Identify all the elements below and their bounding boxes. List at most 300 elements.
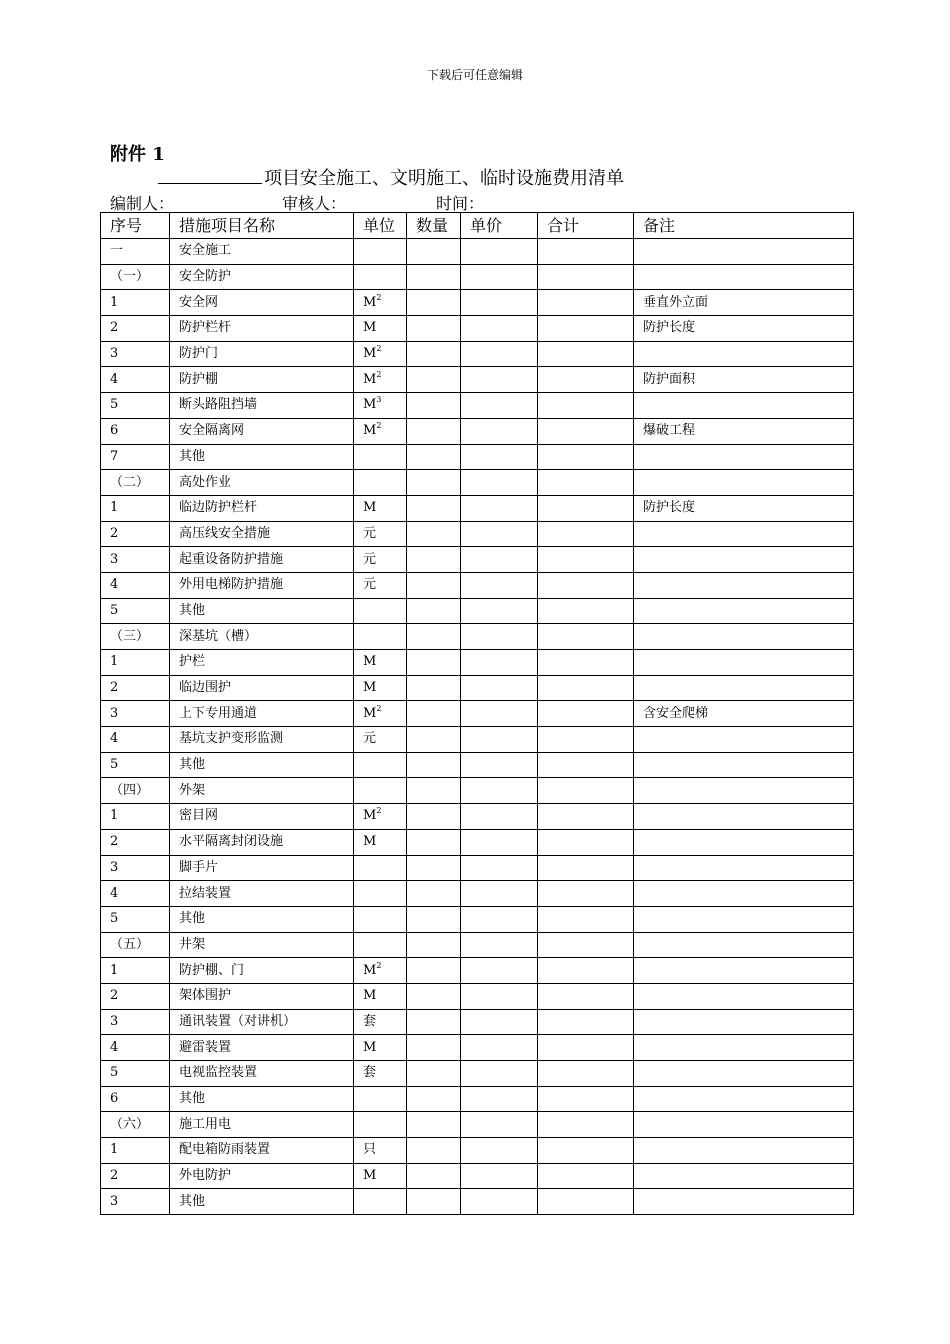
unit-text: 只 [363,1142,377,1158]
cell-name: 基坑支护变形监测 [170,727,354,753]
project-name-blank [158,165,262,184]
cell-total [538,367,634,393]
cell-quantity [407,598,461,624]
cell-remark [634,1009,854,1035]
cell-total [538,1138,634,1164]
cell-total [538,264,634,290]
compiler-label: 编制人： [110,194,175,213]
table-row [101,701,854,727]
cell-no: （五） [101,932,170,958]
cell-no: 3 [101,1189,170,1215]
cell-unit [354,1035,407,1061]
cell-unit [354,470,407,496]
cell-total [538,495,634,521]
cell-total [538,675,634,701]
cell-quantity [407,572,461,598]
cell-price [461,572,538,598]
cell-total [538,804,634,830]
cell-quantity [407,470,461,496]
cell-name: 外电防护 [170,1163,354,1189]
unit-text: M [363,371,377,387]
cell-unit [354,932,407,958]
cell-remark [634,393,854,419]
table-row [101,521,854,547]
cell-price [461,1035,538,1061]
document-title [158,164,624,190]
cell-quantity [407,1189,461,1215]
cell-total [538,906,634,932]
cell-unit [354,1138,407,1164]
cell-unit [354,1061,407,1087]
cell-total [538,1112,634,1138]
cell-unit [354,495,407,521]
cell-price [461,983,538,1009]
cell-unit [354,316,407,342]
cell-name: 施工用电 [170,1112,354,1138]
cell-quantity [407,983,461,1009]
cell-quantity [407,1138,461,1164]
cell-quantity [407,624,461,650]
cell-no: 1 [101,958,170,984]
cell-quantity [407,1061,461,1087]
cell-name: 其他 [170,906,354,932]
cell-quantity [407,521,461,547]
cell-name: 脚手片 [170,855,354,881]
table-row [101,547,854,573]
unit-text: M [363,346,377,362]
table-row [101,906,854,932]
table-row [101,367,854,393]
table-row [101,855,854,881]
cell-total [538,752,634,778]
table-row [101,1189,854,1215]
cell-price [461,650,538,676]
table-row [101,1163,854,1189]
cell-no: （三） [101,624,170,650]
cell-remark [634,855,854,881]
cell-remark: 防护面积 [634,367,854,393]
cell-price [461,547,538,573]
header-no: 序号 [101,213,170,239]
table-row [101,572,854,598]
cell-no: 4 [101,881,170,907]
unit-exponent: 2 [376,344,382,354]
cell-name: 防护棚、门 [170,958,354,984]
cell-unit [354,906,407,932]
cell-unit [354,1112,407,1138]
cell-remark: 爆破工程 [634,418,854,444]
time-label: 时间： [436,194,485,213]
cell-price [461,906,538,932]
cell-quantity [407,1163,461,1189]
header-note: 下载后可任意编辑 [426,68,523,82]
cell-unit [354,1009,407,1035]
cell-unit [354,983,407,1009]
table-row [101,881,854,907]
cell-quantity [407,316,461,342]
cell-unit [354,958,407,984]
cell-quantity [407,1112,461,1138]
cell-remark [634,572,854,598]
cell-price [461,778,538,804]
cell-remark [634,881,854,907]
cell-no: 7 [101,444,170,470]
cell-remark [634,778,854,804]
unit-text: M [363,320,377,336]
cell-price [461,675,538,701]
cell-total [538,418,634,444]
cell-unit [354,675,407,701]
table-row [101,418,854,444]
cell-no: 5 [101,1061,170,1087]
table-row [101,958,854,984]
cell-total [538,1163,634,1189]
cell-name: 架体围护 [170,983,354,1009]
cell-no: 一 [101,239,170,265]
cell-total [538,778,634,804]
cell-price [461,598,538,624]
cell-unit [354,881,407,907]
cell-remark: 防护长度 [634,495,854,521]
unit-text: 元 [363,731,377,747]
cell-remark [634,1189,854,1215]
cell-unit [354,701,407,727]
table-row [101,932,854,958]
cell-price [461,701,538,727]
cell-no: 1 [101,804,170,830]
cell-name: 其他 [170,1086,354,1112]
cell-total [538,239,634,265]
table-row [101,495,854,521]
cell-quantity [407,881,461,907]
table-row [101,598,854,624]
cell-remark [634,598,854,624]
cell-unit [354,418,407,444]
cell-remark [634,239,854,265]
cell-name: 避雷装置 [170,1035,354,1061]
cell-quantity [407,778,461,804]
cell-no: 2 [101,1163,170,1189]
cell-no: 2 [101,316,170,342]
cell-name: 高压线安全措施 [170,521,354,547]
document-meta [110,191,850,211]
header-name: 措施项目名称 [170,213,354,239]
cell-quantity [407,906,461,932]
cell-remark [634,804,854,830]
cell-name: 通讯装置（对讲机） [170,1009,354,1035]
header-total: 合计 [538,213,634,239]
cell-price [461,316,538,342]
cell-remark [634,983,854,1009]
cell-total [538,624,634,650]
table-row [101,983,854,1009]
cell-remark: 垂直外立面 [634,290,854,316]
cell-quantity [407,804,461,830]
cell-no: 1 [101,1138,170,1164]
cell-no: 4 [101,572,170,598]
table-row [101,290,854,316]
cell-name: 外用电梯防护措施 [170,572,354,598]
cell-remark [634,1163,854,1189]
cell-name: 临边围护 [170,675,354,701]
cell-name: 外架 [170,778,354,804]
unit-exponent: 2 [376,369,382,379]
cell-remark [634,958,854,984]
cell-total [538,958,634,984]
table-row [101,1138,854,1164]
cell-price [461,1138,538,1164]
cell-no: （四） [101,778,170,804]
cell-no: 1 [101,290,170,316]
table-row [101,341,854,367]
cell-remark [634,675,854,701]
cell-name: 其他 [170,598,354,624]
unit-text: M [363,1039,377,1055]
cell-unit [354,804,407,830]
cell-unit [354,444,407,470]
cell-no: 4 [101,1035,170,1061]
cell-price [461,521,538,547]
cell-name: 临边防护栏杆 [170,495,354,521]
header-unit: 单位 [354,213,407,239]
cell-remark: 防护长度 [634,316,854,342]
cell-price [461,1189,538,1215]
attachment-label: 附件 1 [110,144,165,165]
cell-no: 4 [101,727,170,753]
table-row [101,1009,854,1035]
cell-remark [634,650,854,676]
cell-price [461,1061,538,1087]
cell-total [538,829,634,855]
cell-no: 3 [101,701,170,727]
cell-unit [354,572,407,598]
cell-remark [634,906,854,932]
cell-name: 防护门 [170,341,354,367]
cost-table [100,212,854,1215]
cell-remark [634,727,854,753]
cell-quantity [407,290,461,316]
cell-no: 5 [101,906,170,932]
unit-text: M [363,1168,377,1184]
cell-quantity [407,1035,461,1061]
cell-total [538,855,634,881]
cell-no: （一） [101,264,170,290]
cell-price [461,393,538,419]
cell-remark [634,752,854,778]
cell-unit [354,264,407,290]
cell-remark [634,1086,854,1112]
table-body [101,213,854,1215]
cell-total [538,572,634,598]
cell-remark [634,624,854,650]
cell-name: 安全隔离网 [170,418,354,444]
cell-total [538,1189,634,1215]
cell-no: 3 [101,547,170,573]
cell-no: 6 [101,1086,170,1112]
document-title-text: 项目安全施工、文明施工、临时设施费用清单 [264,168,624,189]
cell-quantity [407,701,461,727]
cell-quantity [407,752,461,778]
cell-price [461,1086,538,1112]
cell-name: 断头路阻挡墙 [170,393,354,419]
cell-name: 护栏 [170,650,354,676]
cell-unit [354,727,407,753]
table-row [101,804,854,830]
cell-remark [634,470,854,496]
cell-total [538,598,634,624]
cell-total [538,547,634,573]
cell-quantity [407,367,461,393]
cell-name: 其他 [170,444,354,470]
cell-total [538,881,634,907]
header-price: 单价 [461,213,538,239]
cell-price [461,1112,538,1138]
cell-remark [634,829,854,855]
cell-no: 2 [101,521,170,547]
cell-price [461,752,538,778]
cell-total [538,1035,634,1061]
cell-price [461,727,538,753]
cell-price [461,855,538,881]
cell-no: （二） [101,470,170,496]
unit-text: M [363,500,377,516]
cell-total [538,316,634,342]
cell-remark [634,932,854,958]
unit-text: M [363,705,377,721]
cell-unit [354,829,407,855]
cell-total [538,701,634,727]
cell-no: 2 [101,675,170,701]
cell-unit [354,1163,407,1189]
unit-exponent: 2 [376,292,382,302]
cell-no: 6 [101,418,170,444]
cell-name: 水平隔离封闭设施 [170,829,354,855]
cell-total [538,932,634,958]
cell-quantity [407,264,461,290]
cell-quantity [407,444,461,470]
table-row [101,752,854,778]
table-row [101,1112,854,1138]
cell-total [538,983,634,1009]
header-quantity: 数量 [407,213,461,239]
unit-text: 元 [363,551,377,567]
unit-text: M [363,962,377,978]
table-row [101,393,854,419]
cell-price [461,958,538,984]
table-row [101,470,854,496]
cell-unit [354,239,407,265]
cell-remark [634,1035,854,1061]
cell-quantity [407,958,461,984]
cell-name: 拉结装置 [170,881,354,907]
cell-quantity [407,393,461,419]
cell-remark: 含安全爬梯 [634,701,854,727]
table-row [101,316,854,342]
unit-exponent: 2 [376,806,382,816]
cell-unit [354,752,407,778]
table-header-row [101,213,854,239]
table-row [101,829,854,855]
table-row [101,444,854,470]
cell-name: 其他 [170,1189,354,1215]
cell-price [461,290,538,316]
cell-remark [634,521,854,547]
unit-text: 元 [363,525,377,541]
cell-total [538,341,634,367]
unit-text: M [363,654,377,670]
cell-unit [354,521,407,547]
cell-remark [634,1112,854,1138]
cell-unit [354,650,407,676]
cell-unit [354,290,407,316]
cell-unit [354,598,407,624]
cell-price [461,444,538,470]
unit-text: 元 [363,577,377,593]
cell-remark [634,1138,854,1164]
cell-quantity [407,418,461,444]
unit-text: 套 [363,1013,377,1029]
cell-name: 防护棚 [170,367,354,393]
table-row [101,239,854,265]
cell-unit [354,341,407,367]
cell-price [461,495,538,521]
cell-price [461,624,538,650]
cell-remark [634,264,854,290]
cell-total [538,727,634,753]
cell-price [461,1163,538,1189]
cell-unit [354,1189,407,1215]
cell-quantity [407,547,461,573]
cell-total [538,470,634,496]
table-row [101,675,854,701]
cell-remark [634,444,854,470]
cell-no: 4 [101,367,170,393]
cell-name: 深基坑（槽） [170,624,354,650]
cell-total [538,290,634,316]
table-row [101,778,854,804]
cell-total [538,1009,634,1035]
unit-text: 套 [363,1065,377,1081]
cell-quantity [407,727,461,753]
cell-name: 配电箱防雨装置 [170,1138,354,1164]
cell-quantity [407,239,461,265]
cell-price [461,881,538,907]
cell-price [461,264,538,290]
cell-unit [354,367,407,393]
table-row [101,1086,854,1112]
unit-text: M [363,397,377,413]
cell-name: 上下专用通道 [170,701,354,727]
unit-text: M [363,680,377,696]
cell-unit [354,1086,407,1112]
cell-name: 其他 [170,752,354,778]
cell-quantity [407,650,461,676]
cell-quantity [407,341,461,367]
cell-quantity [407,495,461,521]
unit-text: M [363,988,377,1004]
cell-unit [354,624,407,650]
unit-text: M [363,834,377,850]
cell-price [461,470,538,496]
cell-quantity [407,932,461,958]
cell-quantity [407,829,461,855]
cell-total [538,1086,634,1112]
cell-unit [354,393,407,419]
cell-no: 1 [101,650,170,676]
table-row [101,624,854,650]
cell-price [461,239,538,265]
cell-quantity [407,855,461,881]
